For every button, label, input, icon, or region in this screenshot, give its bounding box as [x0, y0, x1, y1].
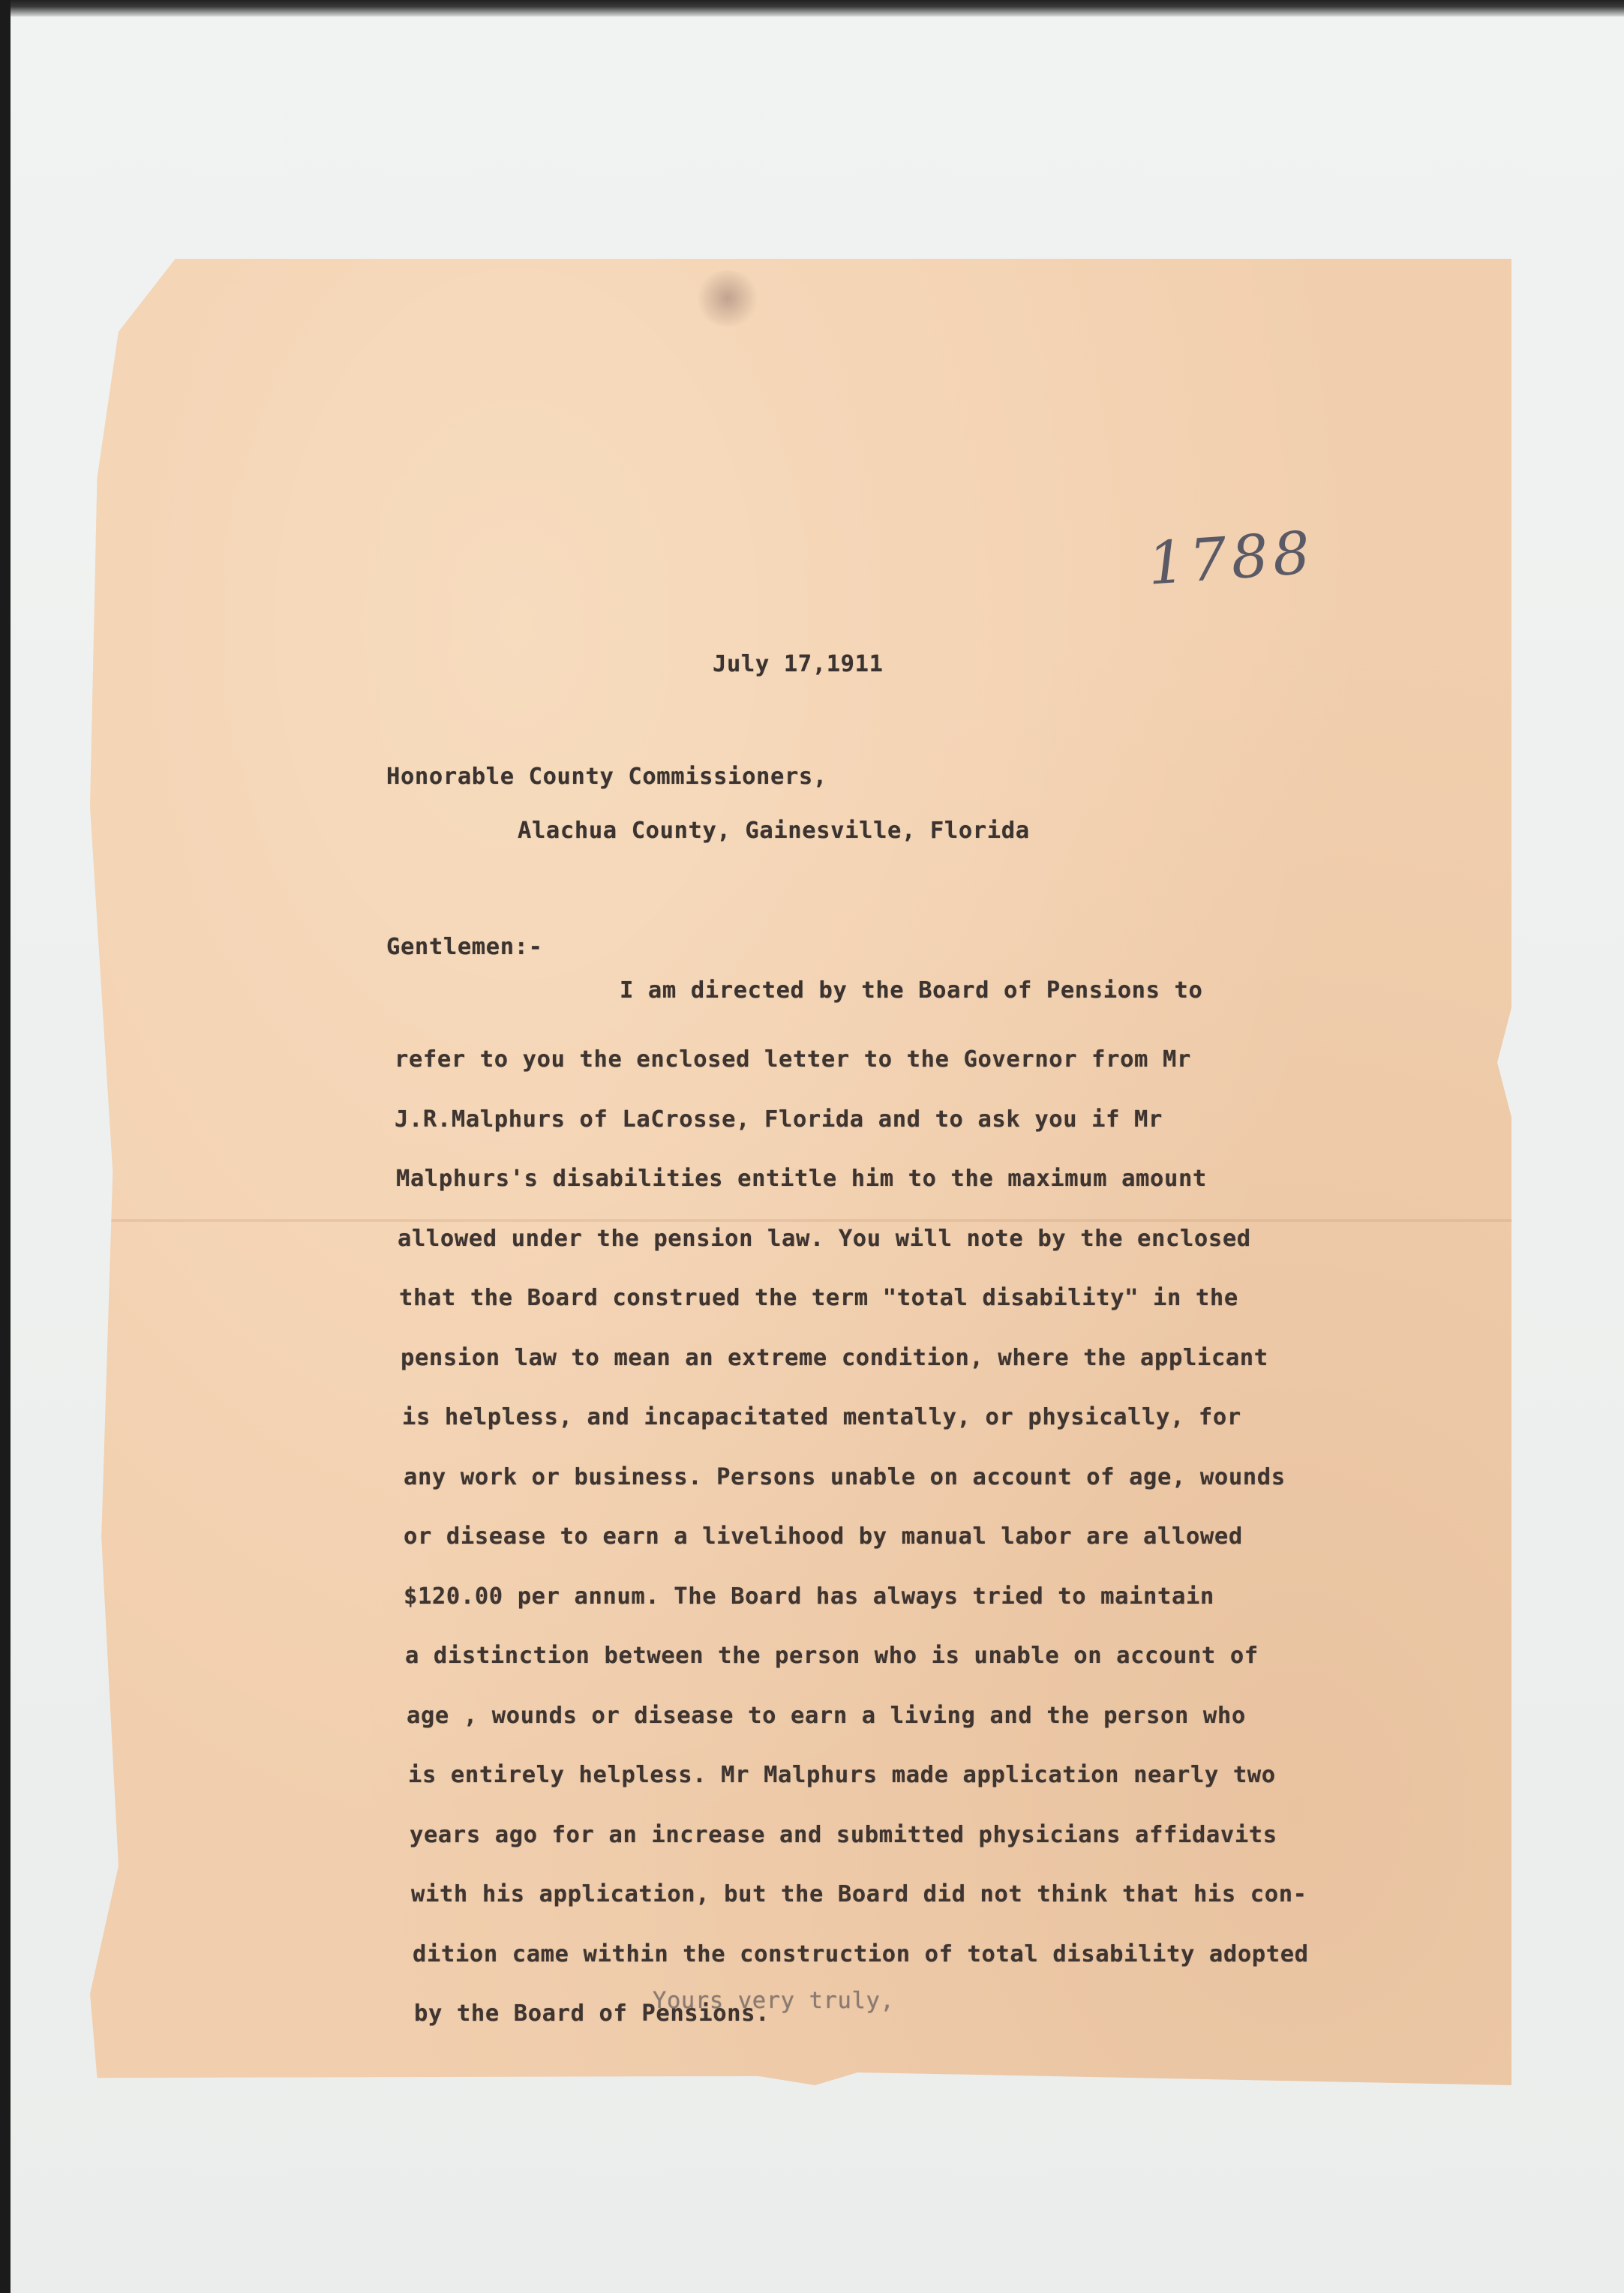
addressee-line-1: Honorable County Commissioners, — [386, 764, 827, 790]
file-number-handwritten: 1788 — [1145, 519, 1317, 599]
body-line: a distinction between the person who is unable on account of — [405, 1643, 1259, 1669]
body-line: is entirely helpless. Mr Malphurs made application nearly two — [408, 1762, 1276, 1788]
scan-left-edge — [0, 0, 11, 2293]
body-line: is helpless, and incapacitated mentally, or physically, for — [402, 1404, 1241, 1430]
body-line: any work or business. Persons unable on account of age, wounds — [404, 1463, 1286, 1490]
body-line: age , wounds or disease to earn a living and the person who — [407, 1702, 1246, 1729]
thumbprint-smudge — [694, 270, 761, 326]
letter-date: July 17,1911 — [713, 651, 884, 677]
body-line: allowed under the pension law. You will note by the enclosed — [398, 1225, 1251, 1252]
scan-top-edge — [0, 0, 1624, 17]
addressee-line-2: Alachua County, Gainesville, Florida — [518, 818, 1030, 844]
body-line: J.R.Malphurs of LaCrosse, Florida and to ask you if Mr — [395, 1106, 1163, 1133]
body-line: that the Board construed the term "total disability" in the — [399, 1285, 1238, 1311]
body-line: dition came within the construction of total disability adopted — [413, 1940, 1309, 1967]
body-line: with his application, but the Board did not think that his con- — [411, 1881, 1307, 1907]
body-line: Malphurs's disabilities entitle him to the maximum amount — [396, 1166, 1207, 1192]
letter-body — [308, 1046, 1433, 2060]
body-line: years ago for an increase and submitted physicians affidavits — [410, 1821, 1277, 1848]
salutation: Gentlemen:- — [386, 934, 543, 960]
body-line: or disease to earn a livelihood by manual labor are allowed — [404, 1523, 1243, 1550]
body-line: by the Board of Pensions. — [414, 2000, 770, 2027]
body-line-first: I am directed by the Board of Pensions to — [620, 977, 1203, 1004]
body-line: pension law to mean an extreme condition, where the applicant — [401, 1344, 1268, 1371]
body-line: refer to you the enclosed letter to the Governor from Mr — [395, 1046, 1191, 1073]
closing: Yours very truly, — [653, 1988, 895, 2014]
body-line: $120.00 per annum. The Board has always tried to maintain — [404, 1583, 1214, 1610]
